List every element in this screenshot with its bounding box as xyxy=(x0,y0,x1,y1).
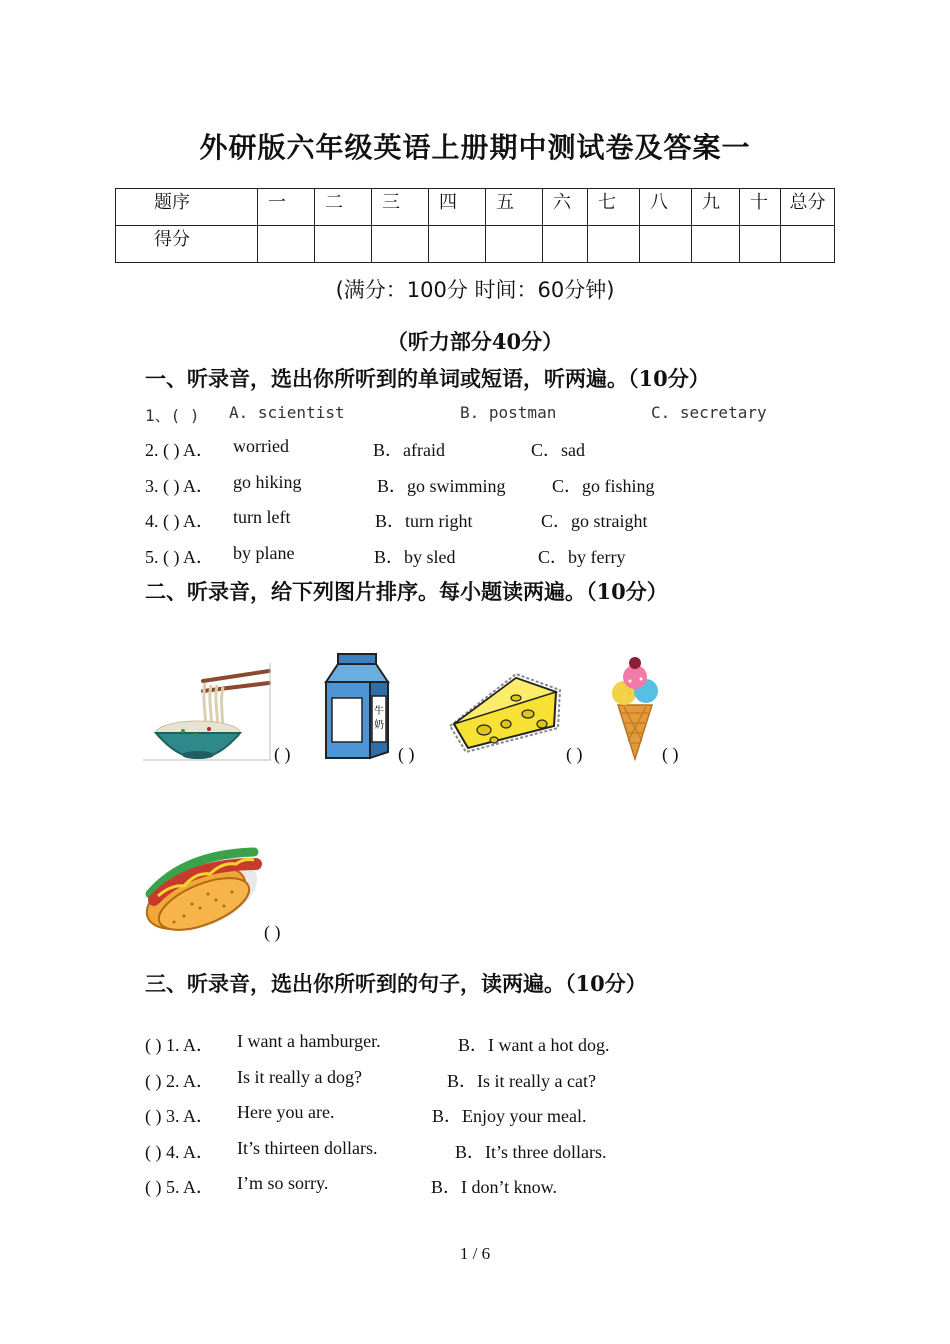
question-number: ( ) 2. A． xyxy=(145,1071,214,1091)
question-number: 5. ( ) A． xyxy=(145,547,214,567)
option-a: Is it really a dog? xyxy=(237,1067,362,1087)
section3-heading: 三、听录音，选出你所听到的句子，读两遍。（10分） xyxy=(145,971,647,996)
score-input-cell[interactable] xyxy=(781,226,835,263)
option-b: B．turn right xyxy=(375,511,473,531)
score-input-cell[interactable] xyxy=(543,226,588,263)
question-number: ( ) 1. A． xyxy=(145,1035,214,1055)
score-cell: 八 xyxy=(640,189,692,226)
option-a: I’m so sorry. xyxy=(237,1173,329,1193)
question-number: ( ) 5. A． xyxy=(145,1177,214,1197)
option-b: B．Enjoy your meal. xyxy=(432,1106,587,1126)
option-b: B．Is it really a cat? xyxy=(447,1071,596,1091)
score-input-cell[interactable] xyxy=(372,226,429,263)
score-table-header-row xyxy=(116,189,835,226)
score-input-cell[interactable] xyxy=(429,226,486,263)
option-a: It’s thirteen dollars. xyxy=(237,1138,378,1158)
score-input-cell[interactable] xyxy=(588,226,640,263)
score-cell: 七 xyxy=(588,189,640,226)
option-c: C．by ferry xyxy=(538,547,626,567)
option-b: B．It’s three dollars. xyxy=(455,1142,607,1162)
score-cell: 一 xyxy=(258,189,315,226)
answer-blank[interactable]: ( ) xyxy=(264,922,281,942)
listening-header: （听力部分40分） xyxy=(386,329,564,354)
score-cell-label: 题序 xyxy=(116,189,258,226)
milk-carton-icon xyxy=(322,652,392,760)
option-b: B．afraid xyxy=(373,440,445,460)
question-number: ( ) 4. A． xyxy=(145,1142,214,1162)
option-c: C．sad xyxy=(531,440,585,460)
score-input-cell[interactable] xyxy=(315,226,372,263)
question-number: 4. ( ) A． xyxy=(145,511,214,531)
score-input-cell[interactable] xyxy=(692,226,740,263)
score-cell: 四 xyxy=(429,189,486,226)
section2-heading: 二、听录音，给下列图片排序。每小题读两遍。（10分） xyxy=(145,579,668,604)
section1-heading: 一、听录音，选出你所听到的单词或短语，听两遍。（10分） xyxy=(145,366,710,391)
score-cell: 三 xyxy=(372,189,429,226)
option-a: worried xyxy=(233,436,289,456)
page-title: 外研版六年级英语上册期中测试卷及答案一 xyxy=(199,131,751,164)
score-time-note: (满分：100分 时间：60分钟) xyxy=(335,278,615,302)
ice-cream-icon xyxy=(608,655,662,761)
score-cell: 二 xyxy=(315,189,372,226)
option-b: B．go swimming xyxy=(377,476,506,496)
option-c: C．go straight xyxy=(541,511,648,531)
option-a: go hiking xyxy=(233,472,302,492)
option-b: B. postman xyxy=(460,403,557,422)
option-a: by plane xyxy=(233,543,295,563)
score-input-cell[interactable] xyxy=(640,226,692,263)
score-cell-label: 得分 xyxy=(116,226,258,263)
option-a: I want a hamburger. xyxy=(237,1031,381,1051)
cheese-icon xyxy=(444,668,566,760)
score-input-cell[interactable] xyxy=(740,226,781,263)
option-a: turn left xyxy=(233,507,291,527)
option-a: Here you are. xyxy=(237,1102,335,1122)
question-number: ( ) 3. A． xyxy=(145,1106,214,1126)
score-cell: 十 xyxy=(740,189,781,226)
milk-label-1: 牛 xyxy=(374,706,384,717)
option-b: B．I don’t know. xyxy=(431,1177,557,1197)
option-c: C. secretary xyxy=(651,403,767,422)
answer-blank[interactable]: ( ) xyxy=(274,744,291,764)
score-table-score-row xyxy=(116,226,835,263)
score-cell-total: 总分 xyxy=(781,189,835,226)
answer-blank[interactable]: ( ) xyxy=(398,744,415,764)
answer-blank[interactable]: ( ) xyxy=(662,744,679,764)
option-b: B．I want a hot dog. xyxy=(458,1035,610,1055)
milk-label-2: 奶 xyxy=(374,720,384,731)
hot-dog-icon xyxy=(144,834,266,938)
score-cell: 六 xyxy=(543,189,588,226)
option-b: B．by sled xyxy=(374,547,456,567)
option-c: C．go fishing xyxy=(552,476,655,496)
question-number: 2. ( ) A． xyxy=(145,440,214,460)
score-input-cell[interactable] xyxy=(486,226,543,263)
question-number: 1、( ) xyxy=(145,406,200,425)
option-a: A. scientist xyxy=(229,403,345,422)
score-input-cell[interactable] xyxy=(258,226,315,263)
page-number: 1 / 6 xyxy=(459,1244,491,1263)
score-cell: 九 xyxy=(692,189,740,226)
question-number: 3. ( ) A． xyxy=(145,476,214,496)
answer-blank[interactable]: ( ) xyxy=(566,744,583,764)
score-cell: 五 xyxy=(486,189,543,226)
score-table xyxy=(115,188,835,263)
noodles-icon xyxy=(143,663,271,761)
